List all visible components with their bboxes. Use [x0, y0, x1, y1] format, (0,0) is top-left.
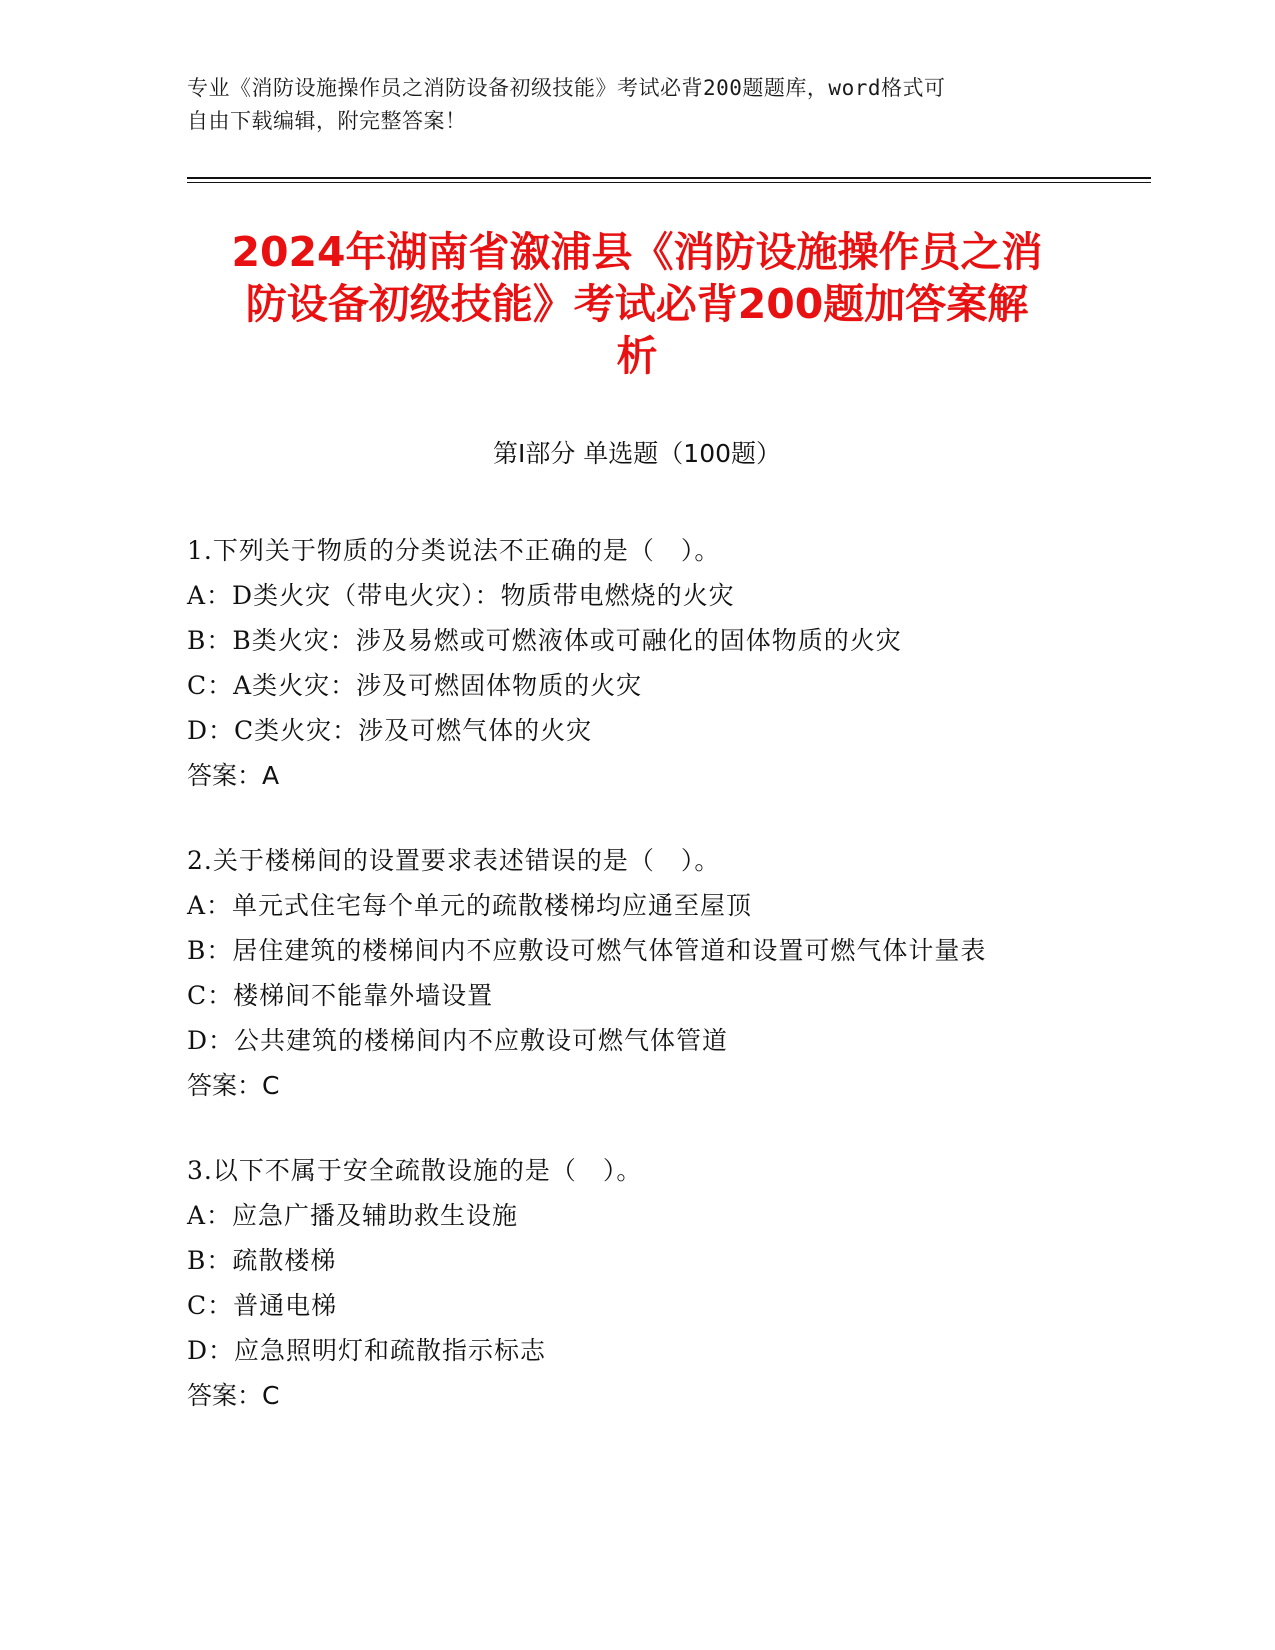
question-stem: 2.关于楼梯间的设置要求表述错误的是（ ）。 — [187, 846, 721, 875]
question-stem: 3.以下不属于安全疏散设施的是（ ）。 — [187, 1156, 643, 1185]
question-option-a: A：应急广播及辅助救生设施 — [187, 1201, 519, 1230]
question-option-d: D：C类火灾：涉及可燃气体的火灾 — [187, 716, 593, 745]
question-option-b: B：B类火灾：涉及易燃或可燃液体或可融化的固体物质的火灾 — [187, 626, 902, 655]
question-item — [187, 1148, 1151, 1418]
question-answer: 答案：C — [187, 1071, 280, 1100]
question-option-c: C：A类火灾：涉及可燃固体物质的火灾 — [187, 671, 643, 700]
document-title-line-3: 析 — [616, 332, 658, 380]
question-option-d: D：公共建筑的楼梯间内不应敷设可燃气体管道 — [187, 1026, 729, 1055]
header-divider-thick — [187, 177, 1151, 179]
question-option-b: B：疏散楼梯 — [187, 1246, 337, 1275]
document-title — [187, 226, 1087, 382]
header-note — [187, 72, 1087, 138]
question-option-a: A：单元式住宅每个单元的疏散楼梯均应通至屋顶 — [187, 891, 753, 920]
question-item — [187, 528, 1151, 798]
question-list — [187, 528, 1151, 1458]
question-stem: 1.下列关于物质的分类说法不正确的是（ ）。 — [187, 536, 721, 565]
section-title: 第Ⅰ部分 单选题（100题） — [492, 439, 782, 468]
document-title-line-1: 2024年湖南省溆浦县《消防设施操作员之消 — [231, 228, 1043, 276]
question-option-b: B：居住建筑的楼梯间内不应敷设可燃气体管道和设置可燃气体计量表 — [187, 936, 987, 965]
question-option-c: C：普通电梯 — [187, 1291, 338, 1320]
header-note-line-2: 自由下载编辑，附完整答案！ — [187, 109, 467, 133]
question-answer: 答案：C — [187, 1381, 280, 1410]
question-answer: 答案：A — [187, 761, 280, 790]
header-divider-thin — [187, 182, 1151, 183]
question-option-c: C：楼梯间不能靠外墙设置 — [187, 981, 494, 1010]
question-option-a: A：D类火灾（带电火灾）：物质带电燃烧的火灾 — [187, 581, 735, 610]
document-title-line-2: 防设备初级技能》考试必背200题加答案解 — [245, 280, 1029, 328]
question-option-d: D：应急照明灯和疏散指示标志 — [187, 1336, 547, 1365]
question-item — [187, 838, 1151, 1108]
header-note-line-1: 专业《消防设施操作员之消防设备初级技能》考试必背200题题库，word格式可 — [187, 76, 946, 100]
